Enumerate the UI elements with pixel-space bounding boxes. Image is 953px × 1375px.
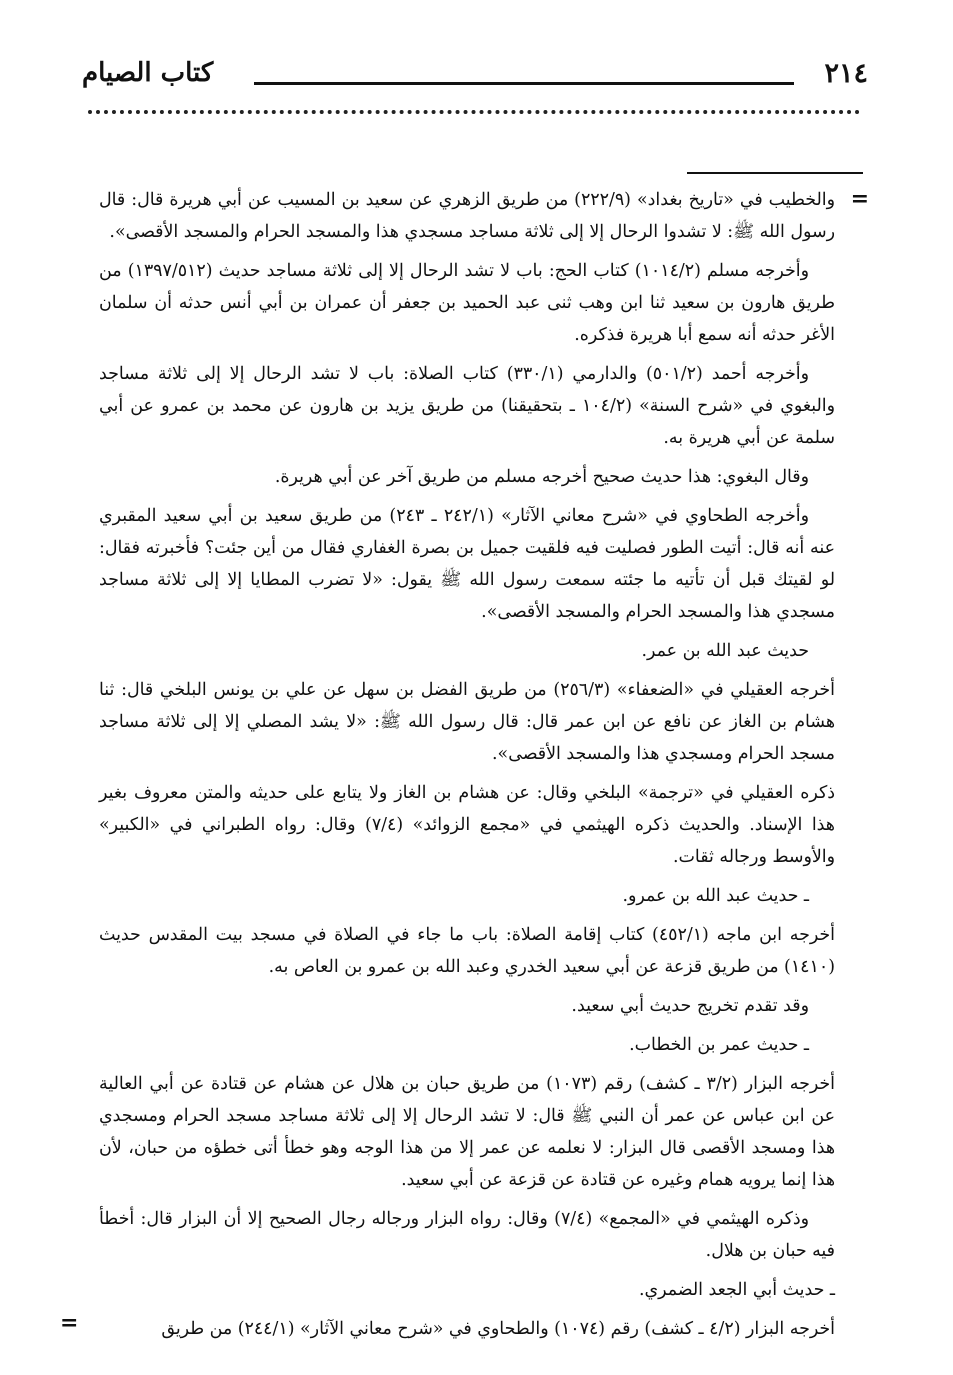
footnote-body	[99, 184, 835, 1352]
paragraph: وأخرجه مسلم (١٠١٤/٢) كتاب الحج: باب لا تشد الرحال إلا إلى ثلاثة مساجد حديث (١٣٩٧/٥١٢) من طريق هارون بن سعيد ثنا ابن وهب ثنى عبد الحميد بن جعفر أن عمران بن أبي أنس حدثه أن سلمان الأغر حدثه أنه سمع أبا هريرة فذكره.	[99, 261, 835, 345]
continuation-mark-top: =	[850, 186, 869, 212]
paragraph: وذكره الهيثمي في «المجمع» (٧/٤) وقال: رواه البزار ورجاله رجال الصحيح إلا أن البزار قال: أخطأ فيه حبان بن هلال.	[99, 1209, 835, 1261]
paragraph: وأخرجه الطحاوي في «شرح معاني الآثار» (٢٤٢/١ ـ ٢٤٣) من طريق سعيد بن أبي سعيد المقبري عنه أنه قال: أتيت الطور فصليت فيه فلقيت جميل بن بصرة الغفاري فقال من أين جئت؟ فأخبرته فقال: لو لقيتك قبل أن تأتيه ما جئته سمعت رسول الله ﷺ يقول: «لا تضرب المطايا إلا إلى ثلاثة مساجد مسجدي هذا والمسجد الحرام والمسجد الأقصى».	[99, 506, 835, 622]
paragraph: أخرجه البزار (٤/٢ ـ كشف) رقم (١٠٧٤) والطحاوي في «شرح معاني الآثار» (٢٤٤/١) من طريق	[161, 1319, 835, 1339]
paragraph: حديث عبد الله بن عمر.	[641, 641, 809, 661]
paragraph: ـ حديث أبي الجعد الضمري.	[638, 1280, 835, 1300]
running-title: كتاب الصيام	[82, 58, 214, 88]
footnote-rule	[687, 172, 863, 174]
paragraph: أخرجه ابن ماجه (٤٥٢/١) كتاب إقامة الصلاة: باب ما جاء في الصلاة في مسجد بيت المقدس حديث (١٤١٠) من طريق قزعة عن أبي سعيد الخدري وعبد الله بن عمرو بن العاص به.	[99, 925, 835, 977]
page-number: ٢١٤	[824, 58, 868, 89]
paragraph: وقال البغوي: هذا حديث صحيح أخرجه مسلم من طريق آخر عن أبي هريرة.	[274, 467, 809, 487]
continuation-mark-bottom: =	[60, 1310, 79, 1336]
header-rule	[254, 82, 794, 85]
paragraph: أخرجه البزار (٣/٢ ـ كشف) رقم (١٠٧٣) من طريق حبان بن هلال عن هشام عن قتادة عن أبي العالية عن ابن عباس عن عمر أن النبي ﷺ قال: لا تشد الرحال إلا إلى ثلاثة مساجد مسجد الحرام ومسجدي هذا ومسجد الأقصى قال البزار: لا نعلمه عن عمر إلا من هذا الوجه وهو خطأ أتى خطؤه من حبان، لأن هذا إنما يرويه همام وغيره عن قتادة عن قزعة عن أبي سعيد.	[99, 1074, 836, 1190]
paragraph: ـ حديث عبد الله بن عمرو.	[622, 886, 809, 906]
paragraph: وأخرجه أحمد (٥٠١/٢) والدارمي (٣٣٠/١) كتاب الصلاة: باب لا تشد الرحال إلا إلى ثلاثة مساجد والبغوي في «شرح السنة» (١٠٤/٢ ـ بتحقيقنا) من طريق يزيد بن هارون عن محمد بن عمرو عن أبي سلمة عن أبي هريرة به.	[99, 364, 836, 448]
paragraph: ذكره العقيلي في «ترجمة» البلخي وقال: عن هشام بن الغاز ولا يتابع على حديثه والمتن معروف بغير هذا الإسناد. والحديث ذكره الهيثمي في «مجمع الزوائد» (٧/٤) وقال: رواه الطبراني في «الكبير» والأوسط ورجاله ثقات.	[99, 783, 835, 867]
paragraph: والخطيب في «تاريخ بغداد» (٢٢٢/٩) من طريق الزهري عن سعيد بن المسيب عن أبي هريرة قال: قال رسول الله ﷺ: لا تشدوا الرحال إلا إلى ثلاثة مساجد مسجدي هذا والمسجد الحرام والمسجد الأقصى».	[99, 190, 835, 242]
paragraph: ـ حديث عمر بن الخطاب.	[629, 1035, 809, 1055]
paragraph: أخرجه العقيلي في «الضعفاء» (٢٥٦/٣) من طريق الفضل بن سهل عن علي بن يونس البلخي قال: ثنا هشام بن الغاز عن نافع عن ابن عمر قال: قال رسول الله ﷺ: «لا يشد المصلي إلا إلى ثلاثة مساجد مسجد الحرام ومسجدي هذا والمسجد الأقصى».	[99, 680, 835, 764]
dotted-separator	[88, 110, 860, 128]
page-header	[74, 52, 872, 98]
paragraph: وقد تقدم تخريج حديث أبي سعيد.	[571, 996, 809, 1016]
